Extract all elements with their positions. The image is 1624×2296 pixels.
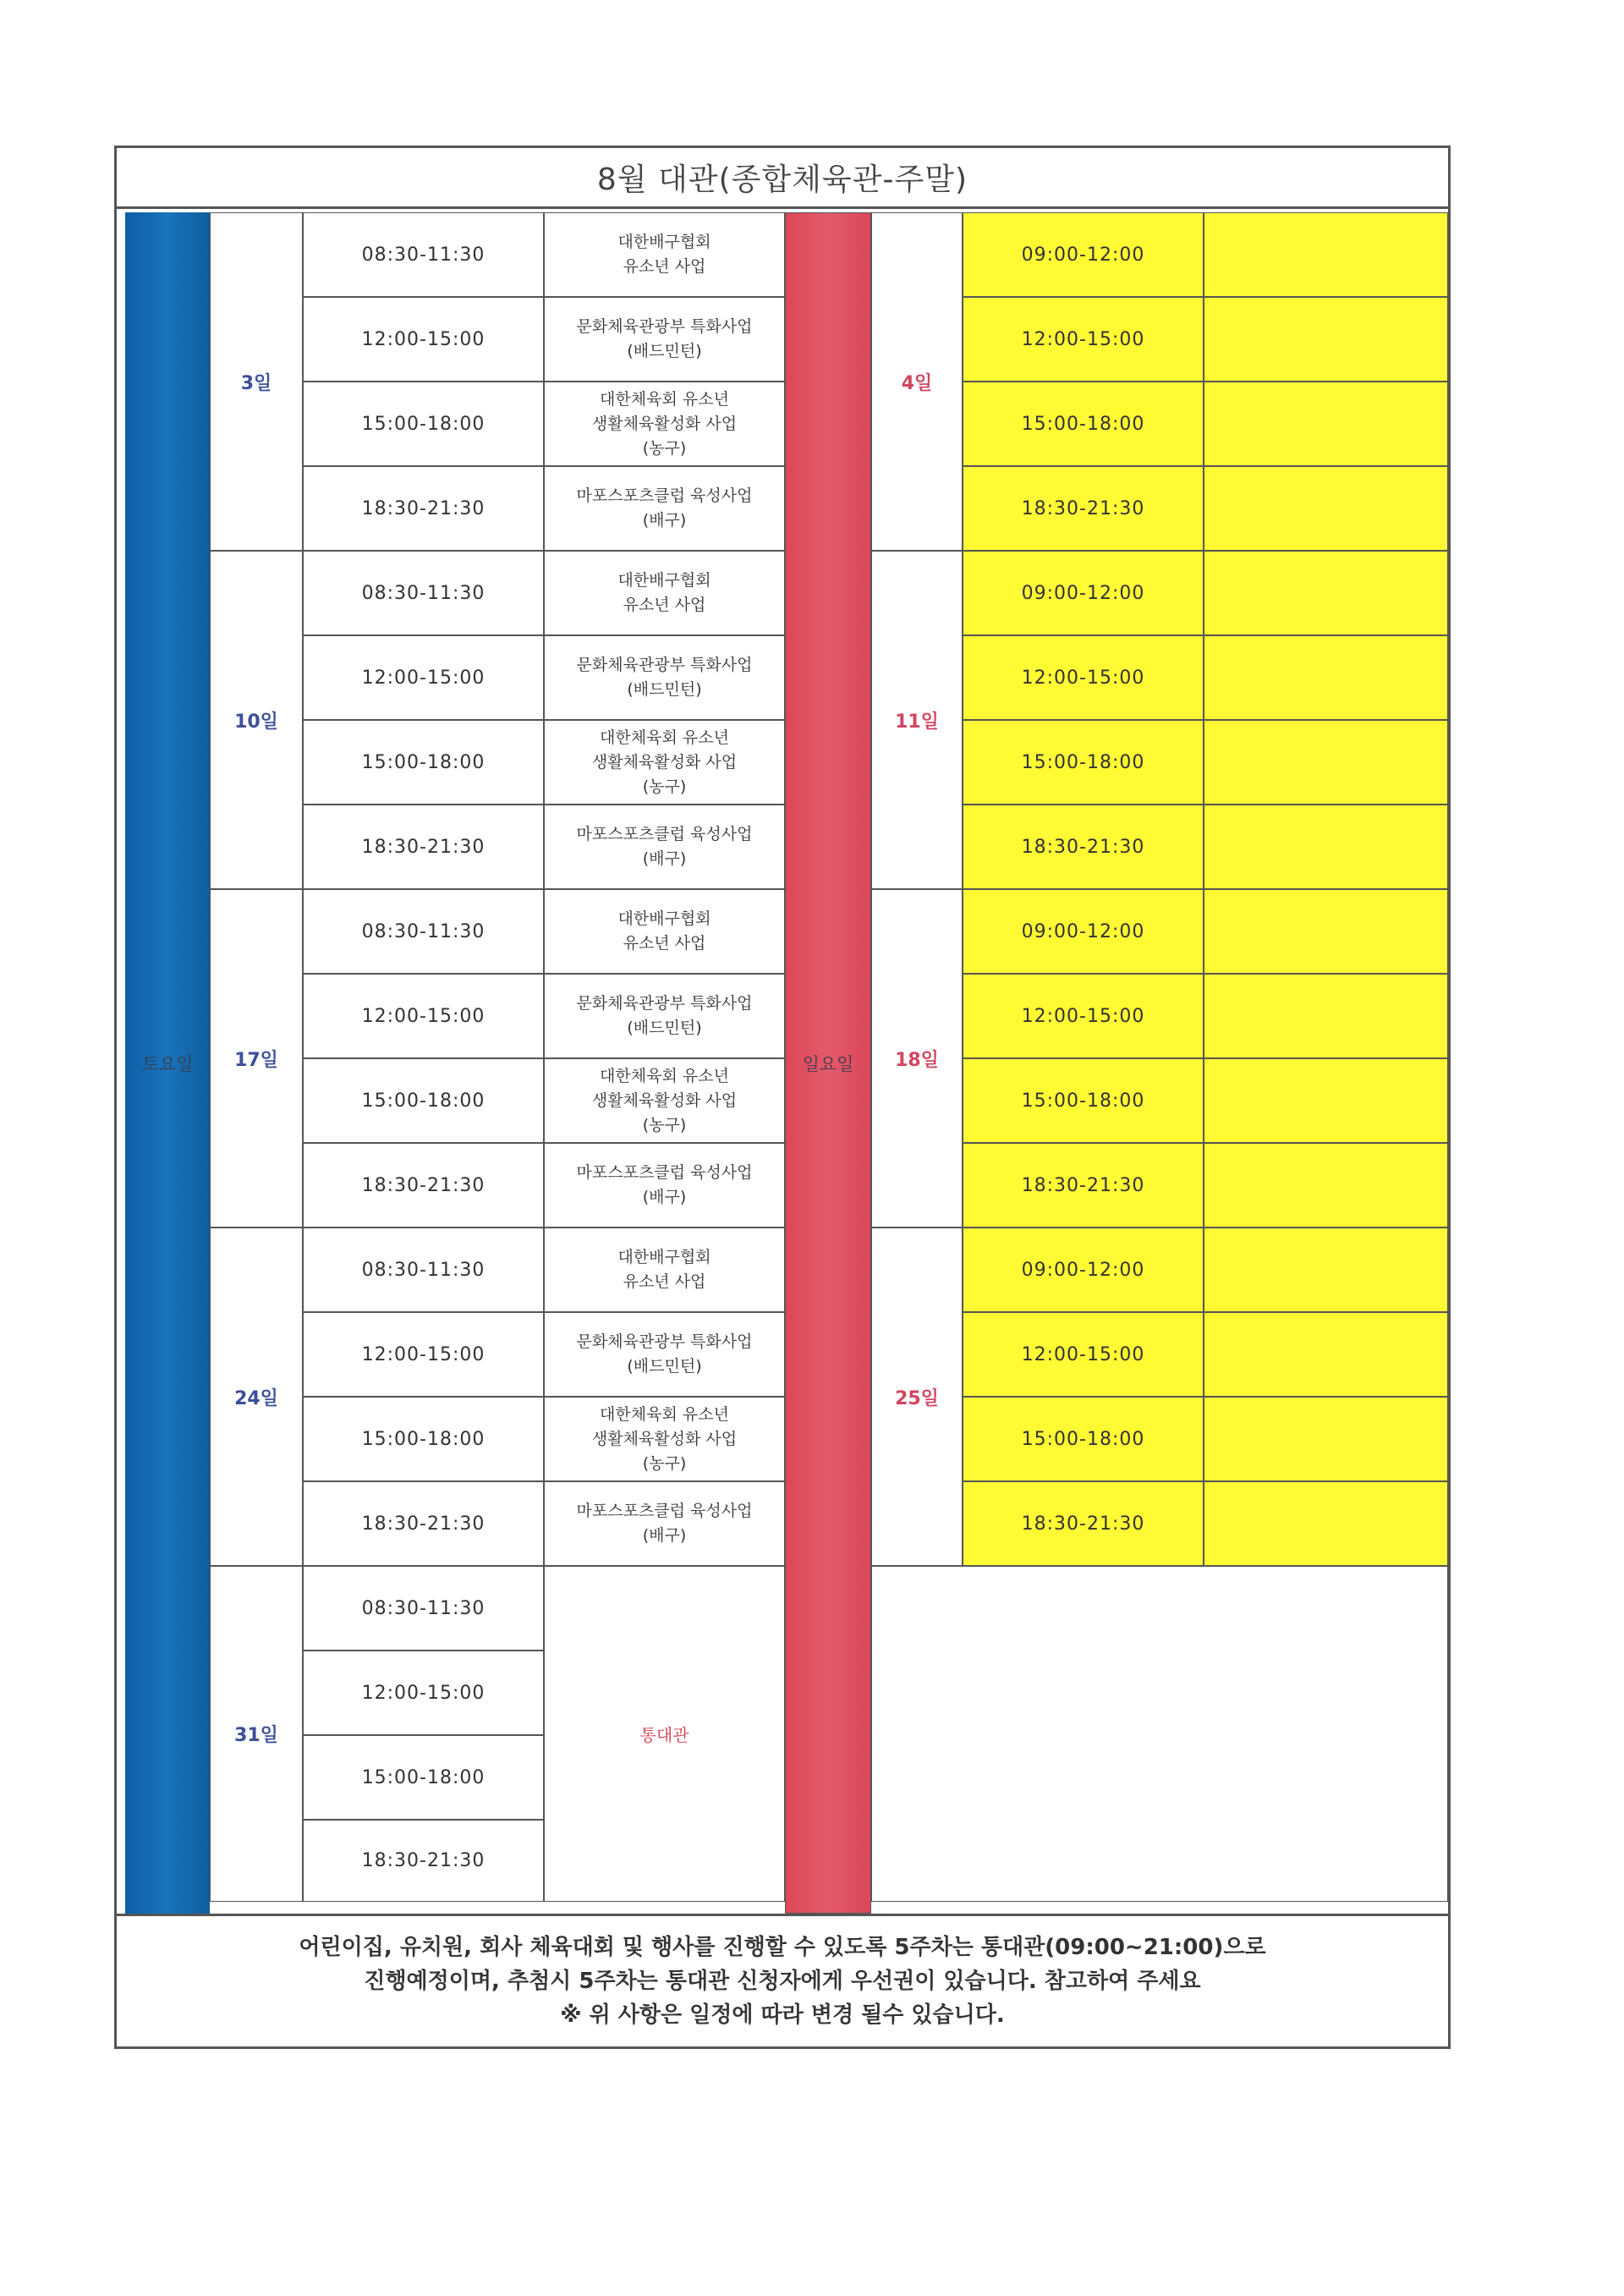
saturday-date bbox=[210, 889, 303, 1228]
sunday-time-slot-text: 09:00-12:00 bbox=[1021, 244, 1145, 266]
saturday-program-text: 대한체육회 유소년 생활체육활성화 사업 (농구) bbox=[591, 389, 738, 458]
saturday-time-slot bbox=[303, 1566, 544, 1651]
notice bbox=[117, 1914, 1448, 2046]
saturday-time-slot-text: 08:30-11:30 bbox=[361, 244, 486, 266]
sunday-program-empty bbox=[1204, 635, 1448, 720]
saturday-program-text: 대한배구협회 유소년 사업 bbox=[617, 233, 711, 276]
saturday-time-slot-text: 08:30-11:30 bbox=[361, 1597, 486, 1619]
full-rental-label-text: 통대관 bbox=[639, 1725, 689, 1745]
saturday-program bbox=[544, 1397, 785, 1481]
saturday-program bbox=[544, 889, 785, 974]
sunday-program-empty bbox=[1204, 551, 1448, 635]
schedule-sheet bbox=[114, 146, 1451, 2049]
sunday-program-empty bbox=[1204, 1143, 1448, 1228]
sunday-program-empty bbox=[1204, 1481, 1448, 1566]
sunday-program-empty bbox=[1204, 720, 1448, 805]
saturday-program bbox=[544, 1228, 785, 1312]
saturday-time-slot bbox=[303, 1397, 544, 1481]
saturday-program-text: 마포스포츠클럽 육성사업 (배구) bbox=[576, 486, 753, 530]
saturday-band bbox=[125, 212, 210, 1914]
sunday-time-slot-text: 18:30-21:30 bbox=[1021, 497, 1145, 519]
saturday-date-text: 17일 bbox=[234, 1049, 278, 1071]
saturday-date-text: 3일 bbox=[240, 372, 272, 394]
saturday-time-slot bbox=[303, 1143, 544, 1228]
saturday-time-slot bbox=[303, 466, 544, 551]
sunday-time-slot bbox=[963, 1228, 1204, 1312]
saturday-program bbox=[544, 1312, 785, 1397]
saturday-time-slot-text: 12:00-15:00 bbox=[361, 1005, 486, 1027]
saturday-time-slot bbox=[303, 212, 544, 297]
saturday-program bbox=[544, 212, 785, 297]
sunday-band bbox=[785, 212, 871, 1914]
sunday-time-slot-text: 12:00-15:00 bbox=[1021, 328, 1145, 350]
sunday-time-slot bbox=[963, 889, 1204, 974]
saturday-program bbox=[544, 805, 785, 889]
saturday-date-text: 31일 bbox=[234, 1725, 278, 1746]
sunday-date bbox=[871, 1228, 963, 1566]
notice-line: ※ 위 사항은 일정에 따라 변경 될수 있습니다. bbox=[560, 2002, 1005, 2028]
saturday-time-slot bbox=[303, 297, 544, 382]
sunday-date-text: 11일 bbox=[895, 711, 939, 733]
saturday-date bbox=[210, 1566, 303, 1902]
saturday-program bbox=[544, 382, 785, 466]
sunday-time-slot bbox=[963, 635, 1204, 720]
sunday-program-empty bbox=[1204, 889, 1448, 974]
sunday-time-slot bbox=[963, 1058, 1204, 1143]
sunday-time-slot-text: 15:00-18:00 bbox=[1021, 1428, 1145, 1450]
saturday-time-slot-text: 18:30-21:30 bbox=[361, 1513, 486, 1535]
sunday-week5-empty bbox=[871, 1566, 1448, 1902]
sunday-time-slot-text: 18:30-21:30 bbox=[1021, 836, 1145, 858]
saturday-date bbox=[210, 551, 303, 889]
saturday-time-slot-text: 12:00-15:00 bbox=[361, 1343, 486, 1365]
saturday-time-slot bbox=[303, 1481, 544, 1566]
saturday-time-slot-text: 08:30-11:30 bbox=[361, 582, 486, 604]
saturday-program-text: 대한체육회 유소년 생활체육활성화 사업 (농구) bbox=[591, 1404, 738, 1473]
sunday-time-slot-text: 18:30-21:30 bbox=[1021, 1174, 1145, 1196]
sunday-time-slot bbox=[963, 212, 1204, 297]
saturday-time-slot bbox=[303, 889, 544, 974]
sunday-date-text: 4일 bbox=[901, 372, 933, 394]
sunday-program-empty bbox=[1204, 1058, 1448, 1143]
notice-line: 진행예정이며, 추첨시 5주차는 통대관 신청자에게 우선권이 있습니다. 참고하여 주세요 bbox=[364, 1969, 1201, 1994]
sunday-program-empty bbox=[1204, 1397, 1448, 1481]
sunday-date-text: 18일 bbox=[895, 1049, 939, 1071]
saturday-time-slot-text: 18:30-21:30 bbox=[361, 836, 486, 858]
saturday-program-text: 문화체육관광부 특화사업 (배드민턴) bbox=[576, 317, 753, 360]
saturday-time-slot-text: 15:00-18:00 bbox=[361, 413, 486, 435]
saturday-time-slot-text: 08:30-11:30 bbox=[361, 920, 486, 942]
saturday-program-text: 대한배구협회 유소년 사업 bbox=[617, 1248, 711, 1291]
saturday-date-text: 10일 bbox=[234, 711, 278, 733]
sunday-program-empty bbox=[1204, 805, 1448, 889]
sunday-program-empty bbox=[1204, 466, 1448, 551]
sunday-time-slot bbox=[963, 297, 1204, 382]
sunday-program-empty bbox=[1204, 1312, 1448, 1397]
saturday-time-slot-text: 12:00-15:00 bbox=[361, 1682, 486, 1704]
sunday-time-slot bbox=[963, 466, 1204, 551]
sunday-program-empty bbox=[1204, 297, 1448, 382]
sunday-date bbox=[871, 551, 963, 889]
saturday-date bbox=[210, 212, 303, 551]
saturday-program bbox=[544, 635, 785, 720]
sunday-time-slot-text: 15:00-18:00 bbox=[1021, 413, 1145, 435]
sunday-time-slot-text: 12:00-15:00 bbox=[1021, 667, 1145, 689]
saturday-program-text: 문화체육관광부 특화사업 (배드민턴) bbox=[576, 1332, 753, 1376]
saturday-time-slot-text: 15:00-18:00 bbox=[361, 1766, 486, 1788]
page-title: 8월 대관(종합체육관-주말) bbox=[117, 148, 1448, 209]
sunday-time-slot bbox=[963, 551, 1204, 635]
sunday-label: 일요일 bbox=[802, 1053, 854, 1074]
sunday-time-slot bbox=[963, 1397, 1204, 1481]
saturday-program-text: 마포스포츠클럽 육성사업 (배구) bbox=[576, 825, 753, 868]
sunday-time-slot bbox=[963, 1312, 1204, 1397]
saturday-time-slot-text: 15:00-18:00 bbox=[361, 1428, 486, 1450]
saturday-time-slot bbox=[303, 1651, 544, 1735]
sunday-program-empty bbox=[1204, 382, 1448, 466]
sunday-program-empty bbox=[1204, 974, 1448, 1058]
saturday-time-slot bbox=[303, 382, 544, 466]
saturday-time-slot bbox=[303, 551, 544, 635]
saturday-label: 토요일 bbox=[141, 1053, 194, 1074]
sunday-time-slot bbox=[963, 382, 1204, 466]
sunday-time-slot-text: 09:00-12:00 bbox=[1021, 1259, 1145, 1281]
saturday-program-text: 대한배구협회 유소년 사업 bbox=[617, 571, 711, 614]
sunday-program-empty bbox=[1204, 212, 1448, 297]
sunday-date bbox=[871, 889, 963, 1228]
sunday-time-slot-text: 15:00-18:00 bbox=[1021, 751, 1145, 773]
sunday-time-slot-text: 12:00-15:00 bbox=[1021, 1005, 1145, 1027]
sunday-date-text: 25일 bbox=[895, 1387, 939, 1409]
sunday-time-slot bbox=[963, 974, 1204, 1058]
saturday-time-slot-text: 15:00-18:00 bbox=[361, 1090, 486, 1112]
sunday-time-slot-text: 18:30-21:30 bbox=[1021, 1513, 1145, 1535]
saturday-program bbox=[544, 720, 785, 805]
saturday-program-text: 마포스포츠클럽 육성사업 (배구) bbox=[576, 1502, 753, 1545]
sunday-time-slot bbox=[963, 805, 1204, 889]
saturday-time-slot-text: 08:30-11:30 bbox=[361, 1259, 486, 1281]
saturday-time-slot-text: 15:00-18:00 bbox=[361, 751, 486, 773]
sunday-time-slot-text: 12:00-15:00 bbox=[1021, 1343, 1145, 1365]
sunday-time-slot-text: 09:00-12:00 bbox=[1021, 582, 1145, 604]
saturday-program-text: 문화체육관광부 특화사업 (배드민턴) bbox=[576, 656, 753, 699]
saturday-time-slot bbox=[303, 1228, 544, 1312]
sunday-program-empty bbox=[1204, 1228, 1448, 1312]
saturday-time-slot-text: 12:00-15:00 bbox=[361, 328, 486, 350]
sunday-date bbox=[871, 212, 963, 551]
full-rental-label bbox=[544, 1566, 785, 1902]
saturday-time-slot bbox=[303, 805, 544, 889]
saturday-time-slot-text: 18:30-21:30 bbox=[361, 497, 486, 519]
sunday-time-slot bbox=[963, 1143, 1204, 1228]
sunday-time-slot-text: 09:00-12:00 bbox=[1021, 920, 1145, 942]
saturday-time-slot bbox=[303, 974, 544, 1058]
saturday-time-slot bbox=[303, 1820, 544, 1902]
saturday-program bbox=[544, 1481, 785, 1566]
saturday-date bbox=[210, 1228, 303, 1566]
sunday-time-slot-text: 15:00-18:00 bbox=[1021, 1090, 1145, 1112]
saturday-program bbox=[544, 551, 785, 635]
saturday-program-text: 대한체육회 유소년 생활체육활성화 사업 (농구) bbox=[591, 1066, 738, 1134]
saturday-time-slot bbox=[303, 1735, 544, 1820]
sunday-time-slot bbox=[963, 720, 1204, 805]
saturday-time-slot bbox=[303, 635, 544, 720]
saturday-program bbox=[544, 297, 785, 382]
saturday-program-text: 마포스포츠클럽 육성사업 (배구) bbox=[576, 1163, 753, 1206]
saturday-time-slot-text: 12:00-15:00 bbox=[361, 667, 486, 689]
saturday-date-text: 24일 bbox=[234, 1387, 278, 1409]
saturday-program-text: 문화체육관광부 특화사업 (배드민턴) bbox=[576, 994, 753, 1037]
saturday-time-slot bbox=[303, 1058, 544, 1143]
saturday-program-text: 대한배구협회 유소년 사업 bbox=[617, 909, 711, 953]
saturday-program bbox=[544, 1058, 785, 1143]
saturday-program bbox=[544, 466, 785, 551]
saturday-program-text: 대한체육회 유소년 생활체육활성화 사업 (농구) bbox=[591, 728, 738, 796]
sunday-time-slot bbox=[963, 1481, 1204, 1566]
saturday-time-slot bbox=[303, 1312, 544, 1397]
saturday-program bbox=[544, 974, 785, 1058]
saturday-time-slot-text: 18:30-21:30 bbox=[361, 1174, 486, 1196]
saturday-time-slot-text: 18:30-21:30 bbox=[361, 1850, 486, 1871]
saturday-time-slot bbox=[303, 720, 544, 805]
notice-line: 어린이집, 유치원, 회사 체육대회 및 행사를 진행할 수 있도록 5주차는 통대관(09:00~21:00)으로 bbox=[299, 1935, 1266, 1960]
saturday-program bbox=[544, 1143, 785, 1228]
